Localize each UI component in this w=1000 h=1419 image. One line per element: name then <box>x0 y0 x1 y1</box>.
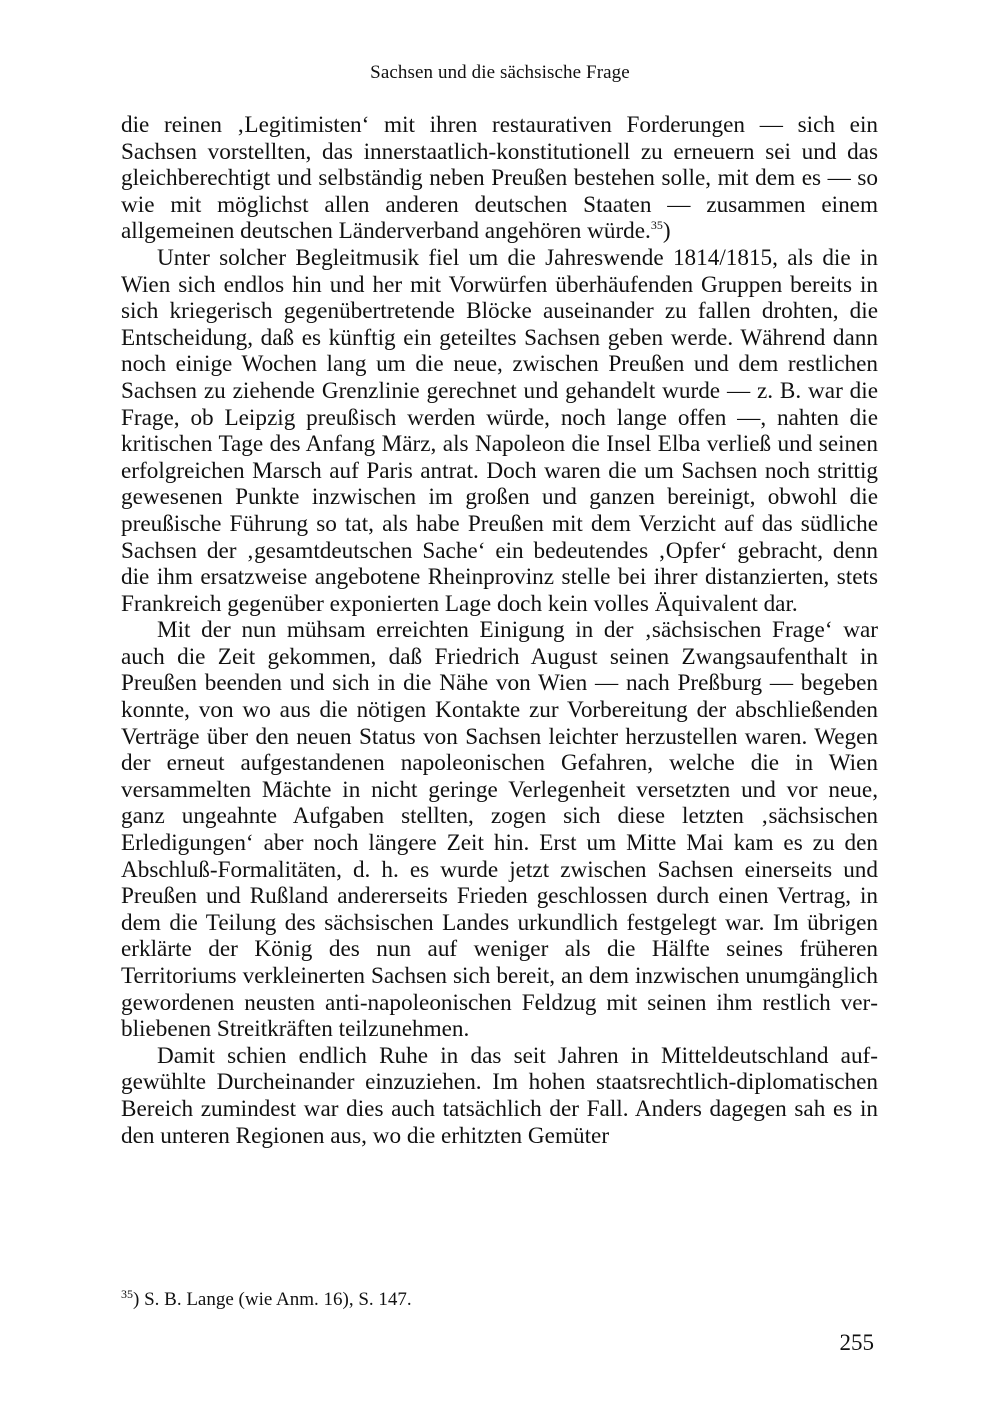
paragraph-1-text: die reinen ‚Legitimisten‘ mit ihren restaurativen Forderungen — sich ein Sachsen vorstellten, das innerstaatlich-konstitutionell zu erneuern sei und das gleichberechtigt und selbständig neben Preußen bestehen solle, mit dem es — so wie mit möglichst allen anderen deutschen Staaten — zusammen einem allgemeinen deutschen Länderverband angehören würde. <box>121 112 878 245</box>
footnote-reference-35: 35 <box>650 218 663 233</box>
footnote-marker: 35 <box>121 1287 133 1301</box>
main-text <box>121 112 878 1149</box>
footnote-35 <box>121 1289 412 1311</box>
footnote-text: ) S. B. Lange (wie Anm. 16), S. 147. <box>133 1289 412 1310</box>
paragraph-1 <box>121 112 878 245</box>
running-head: Sachsen und die sächsische Frage <box>370 62 630 83</box>
paragraph-2: Unter solcher Begleitmusik fiel um die Jahreswende 1814/1815, als die in Wien sich endlos hin und her mit Vorwürfen überhäufenden Gruppen bereits in sich kriegerisch gegenübertretende Blöcke auseinander zu fallen drohten, die Entscheidung, daß es künftig ein geteiltes Sachsen geben werde. Während dann noch einige Wochen lang um die neue, zwischen Preußen und dem restlichen Sachsen zu ziehende Grenzlinie gerechnet und gehandelt wurde — z. B. war die Frage, ob Leipzig preußisch werden würde, noch lange offen —, nahten die kritischen Tage des Anfang März, als Napoleon die Insel Elba verließ und seinen erfolgreichen Marsch auf Paris antrat. Doch waren die um Sachsen noch strittig gewesenen Punkte inzwischen im großen und ganzen bereinigt, obwohl die preußische Führung so tat, als habe Preußen mit dem Verzicht auf das südliche Sachsen der ‚gesamtdeutschen Sache‘ ein bedeutendes ‚Opfer‘ gebracht, denn die ihm ersatzweise angebotene Rheinprovinz stelle bei ihrer distanzierten, stets Frankreich gegenüber exponierten Lage doch kein volles Äquivalent dar. <box>121 244 878 617</box>
paragraph-3: Mit der nun mühsam erreichten Einigung in der ‚sächsischen Frage‘ war auch die Zeit gekommen, daß Friedrich August seinen Zwangsaufenthalt in Preußen beenden und sich in die Nähe von Wien — nach Preßburg — begeben konnte, von wo aus die nötigen Kontakte zur Vorbereitung der abschließenden Verträge über den neuen Status von Sachsen leichter herzustellen waren. Wegen der erneut aufgestandenen napoleonischen Gefahren, welche die in Wien versammelten Mächte in nicht geringe Verlegenheit versetzten und vor neue, ganz ungeahnte Aufgaben stellten, zogen sich diese letzten ‚sächsischen Erledigungen‘ aber noch längere Zeit hin. Erst um Mitte Mai kam es zu den Abschluß-Formalitäten, d. h. es wurde jetzt zwischen Sachsen einerseits und Preußen und Rußland andererseits Frieden geschlossen durch einen Vertrag, in dem die Teilung des sächsischen Landes urkundlich festgelegt war. Im übrigen erklärte der König des nun auf weniger als die Hälfte seines früheren Territoriums verkleinerten Sachsen sich bereit, an dem inzwischen unumgänglich gewordenen neusten anti-napoleonischen Feldzug mit seinen ihm restlich verbliebenen Streitkräften teilzunehmen. <box>121 617 878 1043</box>
page-number: 255 <box>839 1330 874 1355</box>
paragraph-4: Damit schien endlich Ruhe in das seit Jahren in Mitteldeutschland aufgewühlte Durcheinander einzuziehen. Im hohen staatsrechtlich-diplomatischen Bereich zumindest war dies auch tatsächlich der Fall. Anders dagegen sah es in den unteren Regionen aus, wo die erhitzten Gemüter <box>121 1042 878 1149</box>
footnote-reference-close: ) <box>662 218 671 245</box>
